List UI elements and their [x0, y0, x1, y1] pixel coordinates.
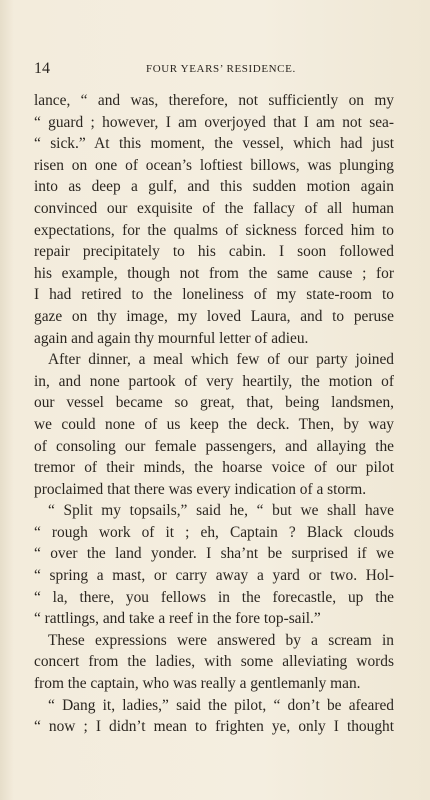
text-line: into as deep a gulf, and this sudden motion again: [34, 178, 394, 196]
text-line: convinced our exquisite of the fallacy of all human: [34, 199, 394, 217]
text-line: I had retired to the loneliness of my state-room to: [34, 286, 394, 304]
text-line: “ Dang it, ladies,” said the pilot, “ don’t be afeared: [48, 696, 394, 714]
text-line: our vessel became so great, that, being landsmen,: [34, 394, 394, 412]
text-line: concert from the ladies, with some alleviating words: [34, 653, 394, 671]
text-line: gaze on thy image, my loved Laura, and to peruse: [34, 307, 394, 325]
text-line: “ sick.” At this moment, the vessel, which had just: [34, 135, 394, 153]
text-line: tremor of their minds, the hoarse voice of our pilot: [34, 459, 394, 477]
text-line: of consoling our female passengers, and allaying the: [34, 437, 394, 455]
text-line: After dinner, a meal which few of our party joined: [48, 351, 394, 369]
text-line: “ rough work of it ; eh, Captain ? Black clouds: [34, 523, 394, 541]
text-line: his example, though not from the same cause ; for: [34, 264, 394, 282]
running-head: FOUR YEARS’ RESIDENCE.: [146, 63, 296, 75]
body-text: [34, 90, 394, 738]
text-line: risen on one of ocean’s loftiest billows, was plunging: [34, 156, 394, 174]
text-line: These expressions were answered by a scream in: [48, 631, 394, 649]
text-line: in, and none partook of very heartily, the motion of: [34, 372, 394, 390]
page-number: 14: [34, 60, 50, 77]
page-header: [34, 60, 390, 80]
text-line: from the captain, who was really a gentlemanly man.: [34, 675, 361, 693]
text-line: expectations, for the qualms of sickness forced him to: [34, 221, 394, 239]
text-line: lance, “ and was, therefore, not sufficiently on my: [34, 92, 394, 109]
text-line: “ la, there, you fellows in the forecastle, up the: [34, 588, 394, 606]
text-line: “ guard ; however, I am overjoyed that I am not sea-: [34, 113, 394, 131]
text-line: we could none of us keep the deck. Then, by way: [34, 415, 394, 433]
text-line: “ spring a mast, or carry away a yard or two. Hol-: [34, 567, 394, 585]
text-line: “ rattlings, and take a reef in the fore top-sail.”: [34, 610, 321, 628]
text-line: “ now ; I didn’t mean to frighten ye, only I thought: [34, 718, 394, 736]
text-line: “ Split my topsails,” said he, “ but we shall have: [48, 502, 394, 520]
text-line: “ over the land yonder. I sha’nt be surprised if we: [34, 545, 394, 563]
text-line: repair precipitately to his cabin. I soon followed: [34, 243, 394, 261]
text-line: again and again thy mournful letter of adieu.: [34, 329, 309, 347]
text-line: proclaimed that there was every indication of a storm.: [34, 480, 367, 498]
